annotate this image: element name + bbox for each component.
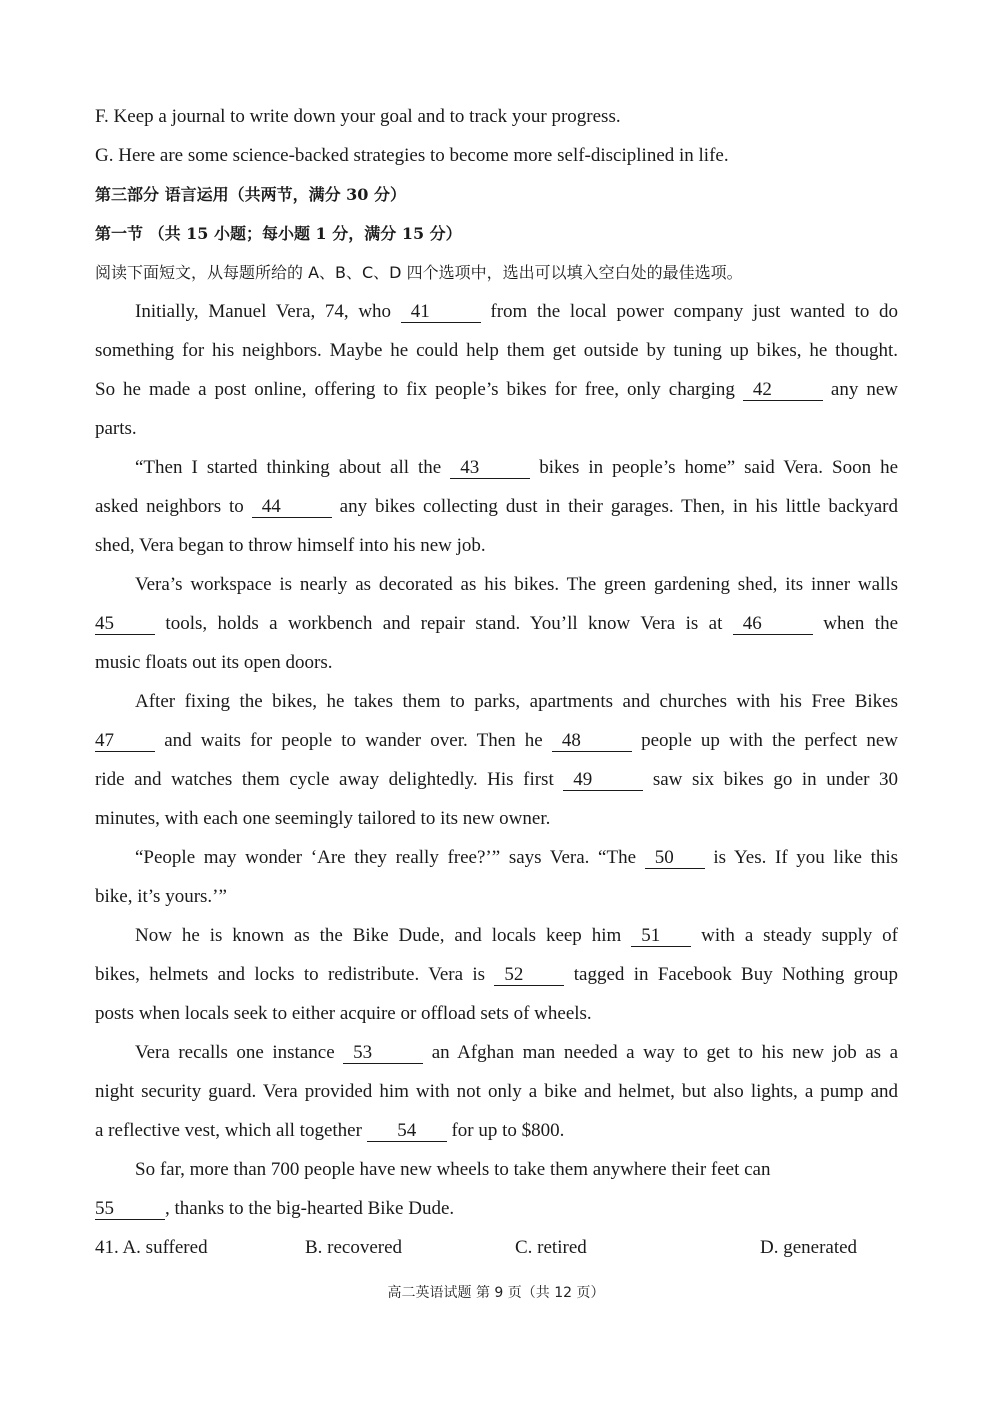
passage-line: Now he is known as the Bike Dude, and locals keep him 51 with a steady supply of [135, 925, 899, 946]
passage-line: 55 , thanks to the big-hearted Bike Dude. [95, 1198, 455, 1219]
option-g: G. Here are some science-backed strategies to become more self-disciplined in life. [95, 145, 729, 166]
passage-line: Vera’s workspace is nearly as decorated as his bikes. The green gardening shed, its inner walls [135, 574, 898, 595]
passage-line: Vera recalls one instance 53 an Afghan man needed a way to get to his new job as a [135, 1042, 899, 1063]
q41-option-d: D. generated [760, 1237, 858, 1258]
blank-45: 45 [95, 614, 155, 635]
passage-line: “People may wonder ‘Are they really free?’” says Vera. “The 50 is Yes. If you like this [135, 847, 899, 868]
blank-43: 43 [450, 458, 530, 479]
blank-51: 51 [631, 926, 691, 947]
page-footer: 高二英语试题 第 9 页（共 12 页） [387, 1285, 605, 1301]
blank-54: 54 [367, 1121, 447, 1142]
part-heading: 第三部分 语言运用（共两节，满分 30 分） [95, 185, 406, 204]
passage-line: bike, it’s yours.’” [95, 886, 227, 907]
q41-option-c: C. retired [515, 1237, 587, 1258]
passage-line: So far, more than 700 people have new wheels to take them anywhere their feet can [135, 1159, 771, 1180]
passage-line: night security guard. Vera provided him with not only a bike and helmet, but also lights, a pump and [95, 1081, 898, 1102]
option-f: F. Keep a journal to write down your goal and to track your progress. [95, 106, 621, 127]
passage-line: 45 tools, holds a workbench and repair stand. You’ll know Vera is at 46 when the [95, 613, 899, 634]
passage-line: shed, Vera began to throw himself into his new job. [95, 535, 486, 556]
passage-line: a reflective vest, which all together 54 for up to $800. [95, 1120, 565, 1141]
q41-option-b: B. recovered [305, 1237, 403, 1258]
blank-47: 47 [95, 731, 155, 752]
passage-line: music floats out its open doors. [95, 652, 333, 673]
passage-line: ride and watches them cycle away delightedly. His first 49 saw six bikes go in under 30 [95, 769, 899, 790]
blank-48: 48 [552, 731, 632, 752]
passage-line: parts. [95, 418, 137, 439]
passage-line: something for his neighbors. Maybe he could help them get outside by tuning up bikes, he thought. [95, 340, 898, 361]
blank-42: 42 [743, 380, 823, 401]
blank-50: 50 [645, 848, 705, 869]
blank-46: 46 [733, 614, 813, 635]
question-41-options [95, 1228, 898, 1267]
passage-line: asked neighbors to 44 any bikes collecting dust in their garages. Then, in his little backyard [95, 496, 898, 517]
blank-49: 49 [563, 770, 643, 791]
exam-page [95, 97, 898, 1267]
passage-line: So he made a post online, offering to fix people’s bikes for free, only charging 42 any new [95, 379, 899, 400]
instruction: 阅读下面短文，从每题所给的 A、B、C、D 四个选项中，选出可以填入空白处的最佳选项。 [95, 263, 743, 282]
passage-line: Initially, Manuel Vera, 74, who 41 from the local power company just wanted to do [135, 301, 899, 322]
passage-line: posts when locals seek to either acquire or offload sets of wheels. [95, 1003, 592, 1024]
passage-line: “Then I started thinking about all the 43 bikes in people’s home” said Vera. Soon he [135, 457, 899, 478]
passage-line: 47 and waits for people to wander over. Then he 48 people up with the perfect new [95, 730, 899, 751]
section-heading: 第一节 （共 15 小题；每小题 1 分，满分 15 分） [95, 224, 462, 243]
blank-44: 44 [252, 497, 332, 518]
blank-41: 41 [401, 302, 481, 323]
blank-53: 53 [343, 1043, 423, 1064]
blank-55: 55 [95, 1199, 165, 1220]
blank-52: 52 [494, 965, 564, 986]
passage-line: bikes, helmets and locks to redistribute. Vera is 52 tagged in Facebook Buy Nothing group [95, 964, 899, 985]
passage-line: minutes, with each one seemingly tailored to its new owner. [95, 808, 551, 829]
passage-line: After fixing the bikes, he takes them to parks, apartments and churches with his Free Bikes [135, 691, 898, 712]
q41-option-a: 41. A. suffered [95, 1237, 208, 1258]
